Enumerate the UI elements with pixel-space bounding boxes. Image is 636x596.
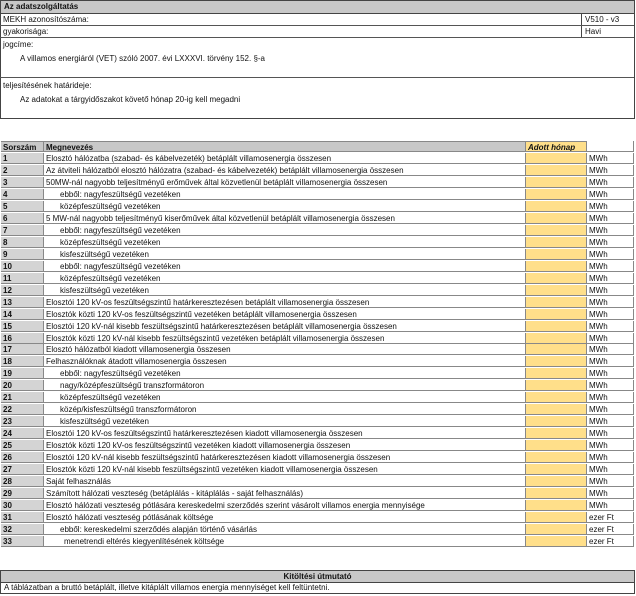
- row-unit: MWh: [587, 464, 634, 475]
- freq-value: Havi: [585, 27, 602, 36]
- row-unit: MWh: [587, 392, 634, 403]
- month-value-input[interactable]: [526, 273, 587, 284]
- row-unit: MWh: [587, 153, 634, 164]
- row-unit: MWh: [587, 165, 634, 176]
- row-unit: MWh: [587, 404, 634, 415]
- month-value-input[interactable]: [526, 500, 587, 511]
- row-number: 1: [1, 153, 44, 164]
- row-unit: MWh: [587, 452, 634, 463]
- instructions-section: [0, 570, 635, 594]
- row-number: 33: [1, 536, 44, 547]
- row-label: középfeszültségű vezetéken: [44, 273, 526, 284]
- row-label: ebből: nagyfeszültségű vezetéken: [44, 225, 526, 236]
- divider: [0, 25, 634, 26]
- row-label: menetrendi eltérés kiegyenlítésének költsége: [44, 536, 526, 547]
- divider: [0, 77, 634, 78]
- month-value-input[interactable]: [526, 368, 587, 379]
- month-value-input[interactable]: [526, 189, 587, 200]
- row-number: 19: [1, 368, 44, 379]
- month-value-input[interactable]: [526, 464, 587, 475]
- row-unit: MWh: [587, 368, 634, 379]
- row-number: 25: [1, 440, 44, 451]
- month-value-input[interactable]: [526, 356, 587, 367]
- row-label: 5 MW-nál nagyobb teljesítményű kiserőművek által közvetlenül betáplált villamosenergia összesen: [44, 213, 526, 224]
- row-label: Elosztói 120 kV-nál kisebb feszültségszintű határkeresztezésen betáplált villamosenergia összesen: [44, 321, 526, 332]
- row-number: 23: [1, 416, 44, 427]
- month-value-input[interactable]: [526, 344, 587, 355]
- row-label: közép/kisfeszültségű transzformátoron: [44, 404, 526, 415]
- col-header-unit: [587, 141, 634, 152]
- row-unit: MWh: [587, 213, 634, 224]
- row-label: kisfeszültségű vezetéken: [44, 249, 526, 260]
- id-value: V510 - v3: [585, 15, 620, 24]
- row-unit: MWh: [587, 356, 634, 367]
- month-value-input[interactable]: [526, 536, 587, 547]
- month-value-input[interactable]: [526, 225, 587, 236]
- id-label: MEKH azonosítószáma:: [3, 15, 89, 24]
- row-unit: MWh: [587, 321, 634, 332]
- row-number: 29: [1, 488, 44, 499]
- month-value-input[interactable]: [526, 165, 587, 176]
- row-number: 4: [1, 189, 44, 200]
- row-number: 15: [1, 321, 44, 332]
- row-unit: MWh: [587, 416, 634, 427]
- row-number: 26: [1, 452, 44, 463]
- month-value-input[interactable]: [526, 249, 587, 260]
- legal-text: A villamos energiáról (VET) szóló 2007. évi LXXXVI. törvény 152. §-a: [20, 54, 266, 63]
- row-unit: MWh: [587, 297, 634, 308]
- month-value-input[interactable]: [526, 440, 587, 451]
- row-unit: MWh: [587, 333, 634, 344]
- freq-label: gyakorisága:: [3, 27, 49, 36]
- row-number: 31: [1, 512, 44, 523]
- instructions-text: A táblázatban a bruttó betáplált, illetve kitáplált villamos energia mennyiséget kell feltüntetni.: [4, 583, 330, 592]
- row-label: ebből: nagyfeszültségű vezetéken: [44, 189, 526, 200]
- row-label: középfeszültségű vezetéken: [44, 392, 526, 403]
- row-number: 32: [1, 524, 44, 535]
- divider: [0, 37, 634, 38]
- month-value-input[interactable]: [526, 213, 587, 224]
- row-label: Elosztó hálózatból kiadott villamosenergia összesen: [44, 344, 526, 355]
- month-value-input[interactable]: [526, 201, 587, 212]
- row-label: Felhasználóknak átadott villamosenergia összesen: [44, 356, 526, 367]
- row-unit: ezer Ft: [587, 524, 634, 535]
- legal-label: jogcíme:: [3, 40, 34, 49]
- row-unit: MWh: [587, 189, 634, 200]
- row-number: 3: [1, 177, 44, 188]
- row-unit: MWh: [587, 237, 634, 248]
- row-label: Elosztói 120 kV-nál kisebb feszültségszintű határkeresztezésen kiadott villamosenergia összesen: [44, 452, 526, 463]
- month-value-input[interactable]: [526, 261, 587, 272]
- month-value-input[interactable]: [526, 321, 587, 332]
- row-number: 18: [1, 356, 44, 367]
- row-label: Elosztó hálózatba (szabad- és kábelvezeték) betáplált villamosenergia összesen: [44, 153, 526, 164]
- provider-title-bar: [1, 1, 634, 14]
- row-number: 13: [1, 297, 44, 308]
- row-number: 8: [1, 237, 44, 248]
- row-unit: MWh: [587, 285, 634, 296]
- row-unit: MWh: [587, 177, 634, 188]
- provider-title: Az adatszolgáltatás: [4, 2, 79, 11]
- row-unit: MWh: [587, 428, 634, 439]
- row-label: Számított hálózati veszteség (betáplálás - kitáplálás - saját felhasználás): [44, 488, 526, 499]
- month-value-input[interactable]: [526, 297, 587, 308]
- month-value-input[interactable]: [526, 285, 587, 296]
- row-label: középfeszültségű vezetéken: [44, 201, 526, 212]
- row-label: ebből: nagyfeszültségű vezetéken: [44, 261, 526, 272]
- row-number: 5: [1, 201, 44, 212]
- row-number: 12: [1, 285, 44, 296]
- row-number: 10: [1, 261, 44, 272]
- row-label: Elosztók közti 120 kV-nál kisebb feszültségszintű vezetéken kiadott villamosenergia összesen: [44, 464, 526, 475]
- row-number: 17: [1, 344, 44, 355]
- row-number: 28: [1, 476, 44, 487]
- row-unit: ezer Ft: [587, 512, 634, 523]
- row-unit: MWh: [587, 309, 634, 320]
- row-number: 6: [1, 213, 44, 224]
- row-label: Elosztó hálózati veszteség pótlásának költsége: [44, 512, 526, 523]
- row-number: 11: [1, 273, 44, 284]
- row-unit: MWh: [587, 273, 634, 284]
- row-label: középfeszültségű vezetéken: [44, 237, 526, 248]
- row-unit: MWh: [587, 261, 634, 272]
- row-number: 22: [1, 404, 44, 415]
- row-number: 7: [1, 225, 44, 236]
- row-unit: MWh: [587, 488, 634, 499]
- row-label: kisfeszültségű vezetéken: [44, 285, 526, 296]
- row-label: 50MW-nál nagyobb teljesítményű erőművek által közvetlenül betáplált villamosenergia összesen: [44, 177, 526, 188]
- month-value-input[interactable]: [526, 452, 587, 463]
- month-value-input[interactable]: [526, 380, 587, 391]
- row-unit: MWh: [587, 201, 634, 212]
- row-number: 16: [1, 333, 44, 344]
- row-label: kisfeszültségű vezetéken: [44, 416, 526, 427]
- row-unit: MWh: [587, 476, 634, 487]
- row-unit: MWh: [587, 440, 634, 451]
- instructions-title: Kitöltési útmutató: [283, 572, 352, 581]
- row-unit: MWh: [587, 500, 634, 511]
- row-number: 27: [1, 464, 44, 475]
- month-value-input[interactable]: [526, 524, 587, 535]
- row-label: ebből: nagyfeszültségű vezetéken: [44, 368, 526, 379]
- row-label: Az átviteli hálózatból elosztó hálózatra (szabad- és kábelvezeték) betáplált villamosenergia összesen: [44, 165, 526, 176]
- month-value-input[interactable]: [526, 309, 587, 320]
- row-number: 30: [1, 500, 44, 511]
- month-value-input[interactable]: [526, 392, 587, 403]
- row-label: Saját felhasználás: [44, 476, 526, 487]
- row-unit: MWh: [587, 249, 634, 260]
- month-value-input[interactable]: [526, 512, 587, 523]
- month-value-input[interactable]: [526, 237, 587, 248]
- row-unit: MWh: [587, 344, 634, 355]
- month-value-input[interactable]: [526, 404, 587, 415]
- month-value-input[interactable]: [526, 177, 587, 188]
- col-header-month: Adott hónap: [526, 141, 587, 152]
- month-value-input[interactable]: [526, 153, 587, 164]
- row-label: Elosztók közti 120 kV-os feszültségszintű vezetéken betáplált villamosenergia összesen: [44, 309, 526, 320]
- deadline-label: teljesítésének határideje:: [3, 81, 92, 90]
- month-value-input[interactable]: [526, 428, 587, 439]
- row-label: nagy/középfeszültségű transzformátoron: [44, 380, 526, 391]
- instructions-title-bar: [1, 571, 634, 583]
- row-number: 21: [1, 392, 44, 403]
- row-number: 2: [1, 165, 44, 176]
- deadline-text: Az adatokat a tárgyidőszakot követő hónap 20-ig kell megadni: [20, 95, 241, 104]
- row-number: 20: [1, 380, 44, 391]
- row-label: ebből: kereskedelmi szerződés alapján történő vásárlás: [44, 524, 526, 535]
- row-unit: ezer Ft: [587, 536, 634, 547]
- col-header-name: Megnevezés: [44, 141, 526, 152]
- row-number: 9: [1, 249, 44, 260]
- month-value-input[interactable]: [526, 333, 587, 344]
- row-label: Elosztók közti 120 kV-os feszültségszintű vezetéken kiadott villamosenergia összesen: [44, 440, 526, 451]
- row-number: 14: [1, 309, 44, 320]
- row-label: Elosztó hálózati veszteség pótlására kereskedelmi szerződés szerint vásárolt villamos energia mennyisége: [44, 500, 526, 511]
- month-value-input[interactable]: [526, 476, 587, 487]
- row-number: 24: [1, 428, 44, 439]
- row-label: Elosztók közti 120 kV-nál kisebb feszültségszintű vezetéken betáplált villamosenergia összesen: [44, 333, 526, 344]
- row-label: Elosztói 120 kV-os feszültségszintű határkeresztezésen kiadott villamosenergia összesen: [44, 428, 526, 439]
- row-unit: MWh: [587, 225, 634, 236]
- month-value-input[interactable]: [526, 416, 587, 427]
- month-value-input[interactable]: [526, 488, 587, 499]
- row-label: Elosztói 120 kV-os feszültségszintű határkeresztezésen betáplált villamosenergia összesen: [44, 297, 526, 308]
- row-unit: MWh: [587, 380, 634, 391]
- col-header-no: Sorszám: [1, 141, 44, 152]
